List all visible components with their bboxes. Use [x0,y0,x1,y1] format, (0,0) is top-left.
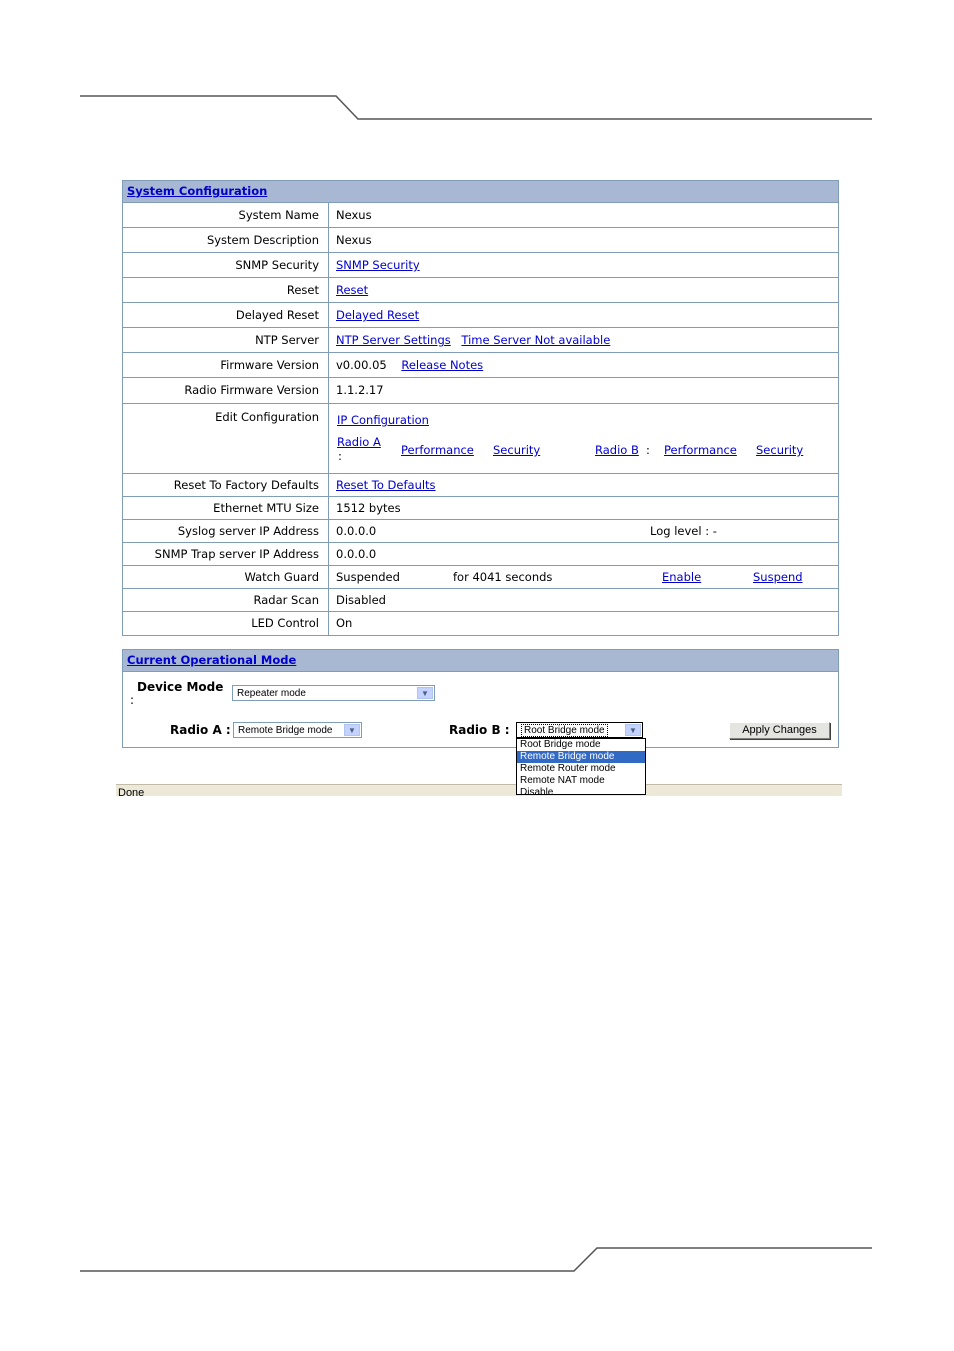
row-watch-guard [123,566,838,589]
dropdown-option[interactable]: Disable [520,787,554,795]
radio-b-security-link[interactable]: Security [756,443,804,457]
watch-guard-status: Suspended [336,570,400,584]
status-text: Done [118,787,145,796]
snmp-security-link[interactable]: SNMP Security [336,258,420,272]
ethernet-mtu-label: Ethernet MTU Size [123,497,329,519]
radio-firmware-version-value: 1.1.2.17 [336,383,384,397]
radio-b-mode-dropdown [516,738,646,795]
ntp-server-label: NTP Server [123,328,329,352]
watch-guard-enable-link[interactable]: Enable [662,570,702,584]
reset-label: Reset [123,278,329,302]
row-reset [123,278,838,303]
row-ethernet-mtu [123,497,838,520]
row-delayed-reset [123,303,838,328]
row-edit-configuration [123,404,838,474]
led-control-label: LED Control [123,612,329,635]
system-configuration-link[interactable]: System Configuration [127,184,268,198]
delayed-reset-link[interactable]: Delayed Reset [336,308,420,322]
led-control-value: On [336,616,353,630]
row-snmp-trap [123,543,838,566]
device-mode-select[interactable] [232,685,435,701]
radio-firmware-version-label: Radio Firmware Version [123,378,329,403]
device-mode-selected: Repeater mode [237,688,306,699]
delayed-reset-label: Delayed Reset [123,303,329,327]
radio-b-link[interactable]: Radio B [595,443,639,457]
snmp-trap-label: SNMP Trap server IP Address [123,543,329,565]
system-name-value: Nexus [336,208,372,222]
row-firmware-version [123,353,838,378]
device-mode-colon: : [130,693,135,707]
time-server-status-link[interactable]: Time Server Not available [461,333,611,347]
firmware-version-label: Firmware Version [123,353,329,377]
ntp-server-settings-link[interactable]: NTP Server Settings [336,333,451,347]
apply-changes-button[interactable]: Apply Changes [729,722,830,739]
radio-b-mode-selected: Root Bridge mode [521,724,608,737]
operational-mode-link[interactable]: Current Operational Mode [127,653,297,667]
row-led-control [123,612,838,635]
radio-a-mode-selected: Remote Bridge mode [238,725,333,736]
dropdown-option[interactable]: Remote NAT mode [520,775,605,786]
radar-scan-value: Disabled [336,593,386,607]
ip-configuration-link[interactable]: IP Configuration [337,413,429,427]
radio-a-colon: : [338,449,342,463]
row-snmp-security [123,253,838,278]
firmware-version-value: v0.00.05 [336,358,387,372]
reset-factory-label: Reset To Factory Defaults [123,474,329,496]
row-system-name [123,203,838,228]
reset-to-defaults-link[interactable]: Reset To Defaults [336,478,436,492]
release-notes-link[interactable]: Release Notes [401,358,484,372]
radar-scan-label: Radar Scan [123,589,329,611]
system-description-value: Nexus [336,233,372,247]
radio-a-link[interactable]: Radio A [337,435,381,449]
row-radar-scan [123,589,838,612]
dropdown-option[interactable]: Remote Router mode [520,763,616,774]
row-system-description [123,228,838,253]
row-reset-factory-defaults [123,474,838,497]
row-syslog [123,520,838,543]
reset-link[interactable]: Reset [336,283,369,297]
watch-guard-label: Watch Guard [123,566,329,588]
watch-guard-duration: for 4041 seconds [453,570,553,584]
radio-b-performance-link[interactable]: Performance [664,443,737,457]
operational-mode-header [123,650,838,672]
system-configuration-panel [122,180,839,636]
row-ntp-server [123,328,838,353]
syslog-ip-value: 0.0.0.0 [336,524,377,538]
row-radio-firmware-version [123,378,838,404]
chevron-down-icon[interactable]: ▼ [417,687,433,699]
log-level-value: Log level : - [650,524,717,538]
syslog-label: Syslog server IP Address [123,520,329,542]
system-name-label: System Name [123,203,329,227]
edit-configuration-label: Edit Configuration [123,404,329,473]
radio-a-mode-select[interactable] [233,722,362,738]
radio-b-mode-select[interactable] [516,722,643,738]
device-mode-label: Device Mode [137,680,224,694]
snmp-trap-value: 0.0.0.0 [336,547,377,561]
system-configuration-header [123,181,838,203]
status-bar [116,784,842,796]
chevron-down-icon[interactable]: ▼ [344,724,360,736]
radio-b-mode-label: Radio B : [449,723,510,737]
system-description-label: System Description [123,228,329,252]
radio-a-security-link[interactable]: Security [493,443,541,457]
dropdown-option-highlighted[interactable]: Remote Bridge mode [517,751,645,763]
radio-a-mode-label: Radio A : [170,723,231,737]
radio-a-performance-link[interactable]: Performance [401,443,474,457]
dropdown-option[interactable]: Root Bridge mode [520,739,601,750]
watch-guard-suspend-link[interactable]: Suspend [753,570,803,584]
snmp-security-label: SNMP Security [123,253,329,277]
ethernet-mtu-value: 1512 bytes [336,501,401,515]
chevron-down-icon[interactable]: ▼ [625,724,641,736]
radio-b-colon: : [646,443,650,457]
